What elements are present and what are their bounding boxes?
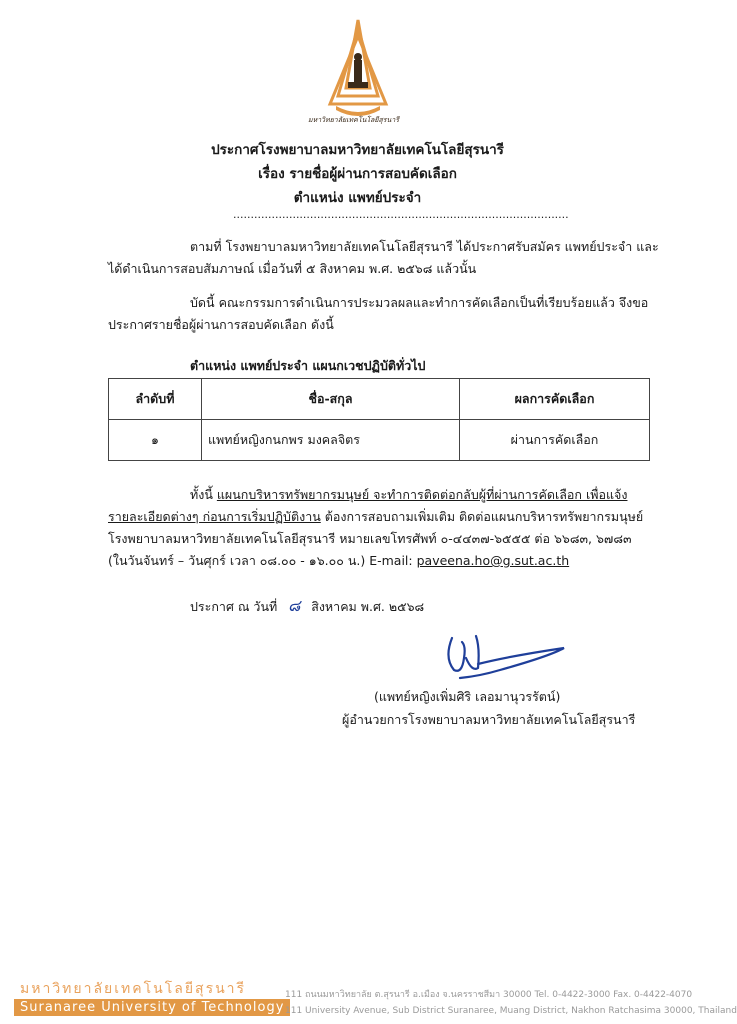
para3-contact: ต้องการสอบถามเพิ่มเติม ติดต่อแผนกบริหารทรัพยากรมนุษย์ [320, 509, 644, 524]
position-title: ตำแหน่ง แพทย์ประจำ [293, 190, 422, 206]
para3-line2 [108, 507, 643, 526]
table-row [109, 420, 650, 461]
para3-hours: (ในวันจันทร์ – วันศุกร์ เวลา ๐๘.๐๐ - ๑๖.๐๐ น.) E-mail: [108, 553, 417, 568]
signatory-title: ผู้อำนวยการโรงพยาบาลมหาวิทยาลัยเทคโนโลยีสุรนารี [342, 712, 636, 727]
para3-line3: โรงพยาบาลมหาวิทยาลัยเทคโนโลยีสุรนารี หมายเลขโทรศัพท์ ๐-๔๔๓๗-๖๕๕๕ ต่อ ๖๖๘๓, ๖๗๘๓ [108, 531, 632, 546]
row-name: แพทย์หญิงกนกพร มงคลจิตร [202, 420, 460, 461]
logo-emblem-icon [308, 18, 408, 118]
para1-line1: ตามที่ โรงพยาบาลมหาวิทยาลัยเทคโนโลยีสุรนารี ได้ประกาศรับสมัคร แพทย์ประจำ และ [190, 239, 659, 254]
footer-university-en: Suranaree University of Technology [14, 999, 290, 1016]
para2-line2: ประกาศรายชื่อผู้ผ่านการสอบคัดเลือก ดังนี้ [108, 317, 334, 332]
email-link[interactable]: paveena.ho@g.sut.ac.th [416, 553, 570, 568]
announce-prefix: ประกาศ ณ วันที่ [190, 599, 278, 614]
announcement-subject: เรื่อง รายชื่อผู้ผ่านการสอบคัดเลือก [258, 166, 457, 182]
signature-scribble-icon [440, 628, 570, 684]
col-header-result: ผลการคัดเลือก [460, 379, 650, 420]
logo-caption: มหาวิทยาลัยเทคโนโลยีสุรนารี [308, 116, 400, 124]
col-header-name: ชื่อ-สกุล [202, 379, 460, 420]
selection-table [108, 378, 650, 461]
announcement-title: ประกาศโรงพยาบาลมหาวิทยาลัยเทคโนโลยีสุรนารี [211, 142, 504, 158]
para3-hr-notice: แผนกบริหารทรัพยากรมนุษย์ จะทำการติดต่อกลับผู้ที่ผ่านการคัดเลือก เพื่อแจ้ง [216, 487, 628, 502]
row-no: ๑ [109, 420, 202, 461]
announce-month-year: สิงหาคม พ.ศ. ๒๕๖๘ [311, 599, 425, 614]
para3-details-notice: รายละเอียดต่างๆ ก่อนการเริ่มปฏิบัติงาน [108, 509, 321, 524]
announce-day: ๘ [288, 596, 301, 615]
footer-university-th: มหาวิทยาลัยเทคโนโลยีสุรนารี [20, 981, 247, 997]
row-result: ผ่านการคัดเลือก [460, 420, 650, 461]
university-logo [308, 18, 408, 133]
table-header-row [109, 379, 650, 420]
table-caption: ตำแหน่ง แพทย์ประจำ แผนกเวชปฏิบัติทั่วไป [190, 358, 426, 373]
para2-line1: บัดนี้ คณะกรรมการดำเนินการประมวลผลและทำการคัดเลือกเป็นที่เรียบร้อยแล้ว จึงขอ [190, 295, 649, 310]
announce-date [190, 596, 424, 616]
para3-lead: ทั้งนี้ [190, 487, 217, 502]
signatory-name: (แพทย์หญิงเพิ่มศิริ เลอมานุวรรัตน์) [374, 689, 561, 704]
footer-address-en: 111 University Avenue, Sub District Suranaree, Muang District, Nakhon Ratchasima 30000, Thailand [285, 1006, 737, 1016]
para3-line4 [108, 551, 569, 570]
para1-line2: ได้ดำเนินการสอบสัมภาษณ์ เมื่อวันที่ ๕ สิงหาคม พ.ศ. ๒๕๖๘ แล้วนั้น [108, 261, 477, 276]
header-divider: ................................................................................................ [233, 208, 569, 221]
footer-address-th: 111 ถนนมหาวิทยาลัย ต.สุรนารี อ.เมือง จ.นครราชสีมา 30000 Tel. 0-4422-3000 Fax. 0-4422-4070 [285, 990, 693, 1000]
col-header-no: ลำดับที่ [109, 379, 202, 420]
para3-line1 [190, 485, 627, 504]
